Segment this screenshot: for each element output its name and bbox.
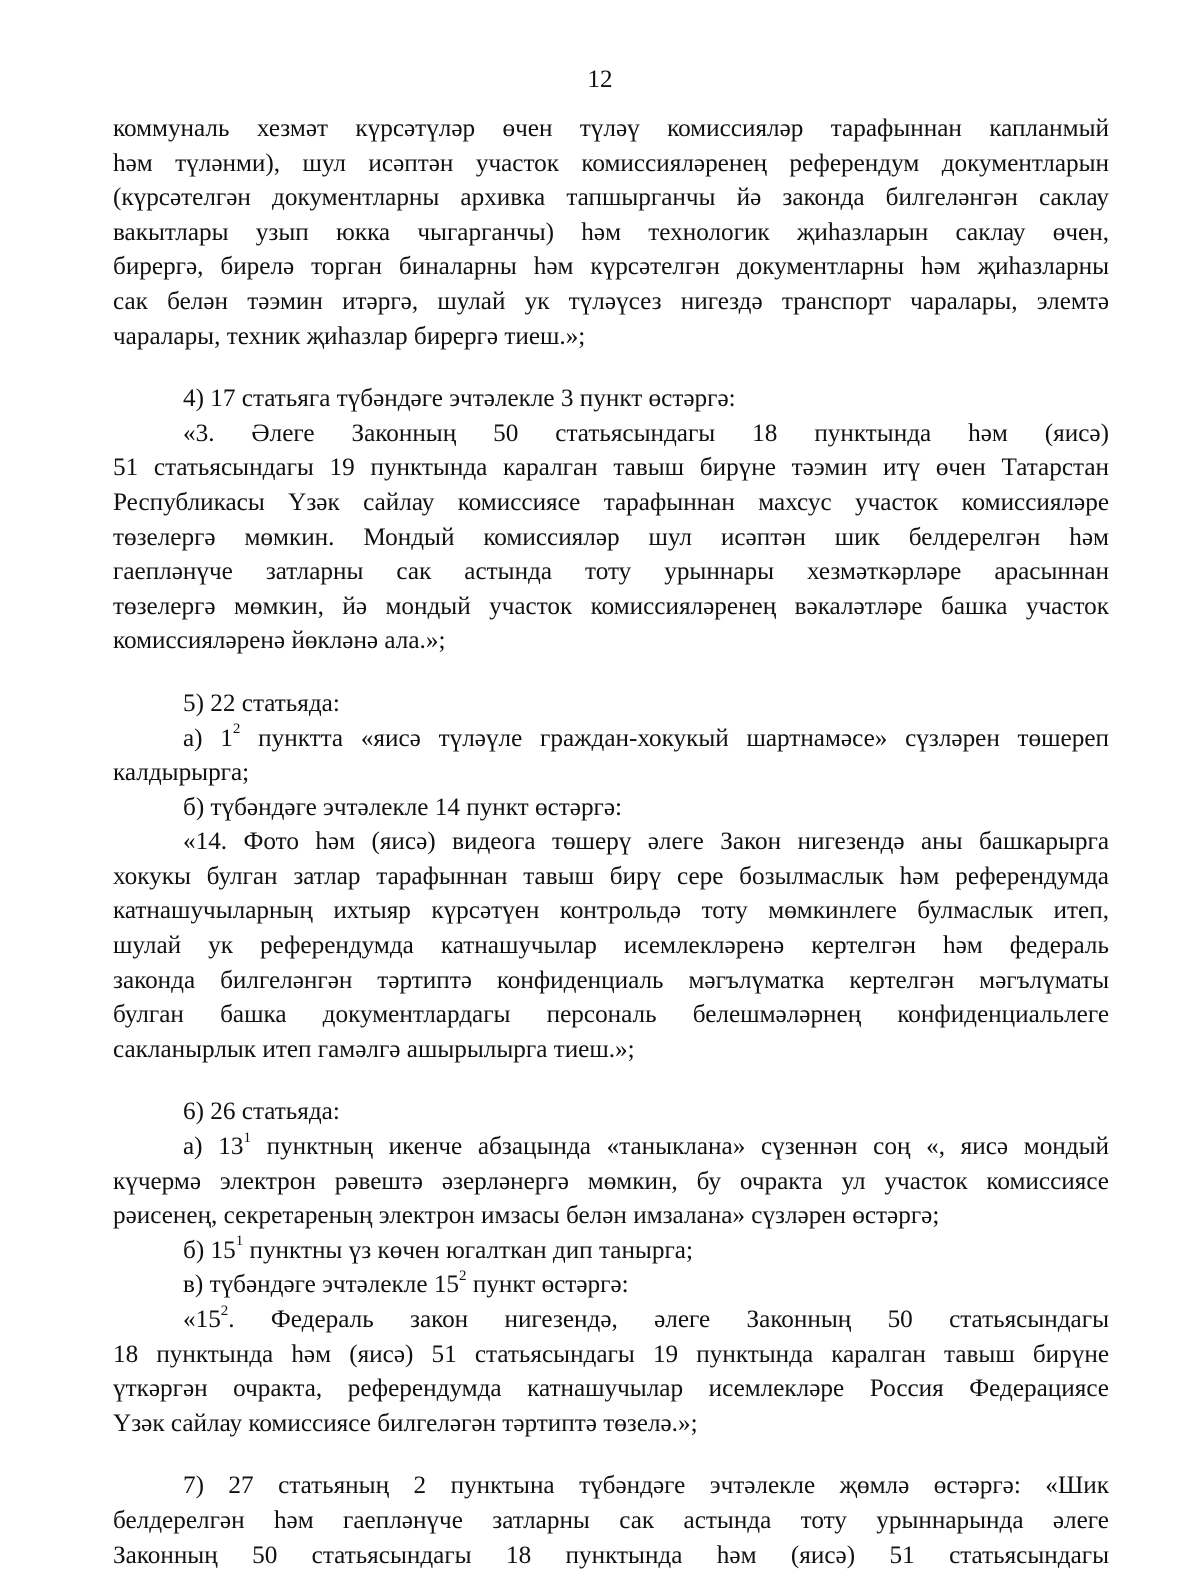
item-heading: 6) 26 статьяда:: [183, 1098, 340, 1126]
text-line: белдерелгән һәм гаепләнүче затларны сак астында тоту урыннарында әлеге: [113, 1506, 1109, 1534]
text-line: (күрсәтелгән документларны архивка тапшырганчы йә законда билгеләнгән саклау: [113, 184, 1109, 212]
text-line: вакытлары узып юкка чыгарганчы) һәм технологик җиһазларын саклау өчен,: [113, 218, 1109, 246]
sub-item-a: а) $1^2$ пунктта «яисә түләүле граждан-хокукый шартнамәсе» сүзләрен төшереп: [183, 721, 1109, 752]
text-line: катнашучыларның ихтыяр күрсәтүен контрольдә тоту мөмкинлеге булмаслык итеп,: [113, 897, 1109, 925]
text-line: «3. Әлеге Законның 50 статьясындагы 18 пунктында һәм (яисә): [183, 419, 1109, 447]
text-line: бирергә, бирелә торган биналарны һәм күрсәтелгән документларны һәм җиһазларны: [113, 253, 1109, 281]
item-7: [113, 1469, 1109, 1573]
item-heading: 4) 17 статьяга түбәндәге эчтәлекле 3 пункт өстәргә:: [183, 385, 736, 413]
text-line: законда билгеләнгән тәртиптә конфиденциаль мәгълүматка кертелгән мәгълүматы: [113, 966, 1109, 994]
text-line: «$15^2$. Федераль закон нигезендә, әлеге Законның 50 статьясындагы: [183, 1302, 1109, 1333]
text-line: булган башка документлардагы персональ белешмәләрнең конфиденциальлеге: [113, 1001, 1109, 1029]
text-line: үткәргән очракта, референдумда катнашучылар исемлекләре Россия Федерациясе: [113, 1375, 1109, 1403]
text-line: коммуналь хезмәт күрсәтүләр өчен түләү комиссияләр тарафыннан капланмый: [113, 115, 1109, 142]
text-line: калдырырга;: [113, 759, 250, 787]
item-heading: 5) 22 статьяда:: [183, 689, 340, 717]
text-line: һәм түләнми), шул исәптән участок комиссияләренең референдум документларын: [113, 149, 1109, 177]
sub-item-b: б) $15^1$ пунктны үз көчен югалткан дип танырга;: [183, 1233, 693, 1264]
text-line: шулай ук референдумда катнашучылар исемлекләренә кертелгән һәм федераль: [113, 932, 1109, 960]
item-5: [113, 687, 1109, 1068]
text-line: сакланырлык итеп гамәлгә ашырылырга тиеш.»;: [113, 1035, 635, 1063]
text-line: төзелергә мөмкин, йә мондый участок комиссияләренең вәкаләтләре башка участок: [113, 592, 1109, 620]
page-number: 12: [587, 66, 613, 93]
text-line: 7) 27 статьяның 2 пунктына түбәндәге эчтәлекле җөмлә өстәргә: «Шик: [183, 1472, 1109, 1500]
text-line: гаепләнүче затларны сак астында тоту урыннары хезмәткәрләре арасыннан: [113, 558, 1109, 586]
sub-item-c: в) түбәндәге эчтәлекле $15^2$ пункт өстәргә:: [183, 1268, 629, 1299]
text-line: Законның 50 статьясындагы 18 пунктында һәм (яисә) 51 статьясындагы: [113, 1541, 1109, 1569]
text-line: чаралары, техник җиһазлар бирергә тиеш.»;: [113, 322, 586, 350]
text-line: Үзәк сайлау комиссиясе билгеләгән тәртиптә төзелә.»;: [113, 1409, 698, 1437]
text-line: комиссияләренә йөкләнә ала.»;: [113, 627, 446, 655]
item-6: [113, 1095, 1109, 1441]
text-line: рәисенең, секретареның электрон имзасы белән имзалана» сүзләрен өстәргә;: [113, 1202, 940, 1230]
item-4: [113, 382, 1109, 659]
sub-item-a: а) $13^1$ пунктның икенче абзацында «таныклана» сүзеннән соң «, яисә мондый: [183, 1129, 1109, 1161]
document-body: [113, 112, 1109, 1573]
text-line: хокукы булган затлар тарафыннан тавыш бирү сере бозылмаслык һәм референдумда: [113, 862, 1109, 890]
text-line: күчермә электрон рәвештә әзерләнергә мөмкин, бу очракта ул участок комиссиясе: [113, 1167, 1109, 1195]
text-line: Республикасы Үзәк сайлау комиссиясе тарафыннан махсус участок комиссияләре: [113, 488, 1109, 516]
text-line: 18 пунктында һәм (яисә) 51 статьясындагы 19 пунктында каралган тавыш бирүне: [113, 1340, 1109, 1368]
sub-item-b: б) түбәндәге эчтәлекле 14 пункт өстәргә:: [183, 793, 623, 821]
paragraph-continuation: [113, 112, 1109, 354]
text-line: 51 статьясындагы 19 пунктында каралган тавыш бирүне тәэмин итү өчен Татарстан: [113, 454, 1109, 482]
text-line: төзелергә мөмкин. Мондый комиссияләр шул исәптән шик белдерелгән һәм: [113, 523, 1109, 551]
text-line: сак белән тәэмин итәргә, шулай ук түләүсез нигездә транспорт чаралары, элемтә: [113, 287, 1109, 315]
text-line: «14. Фото һәм (яисә) видеога төшерү әлеге Закон нигезендә аны башкарырга: [183, 828, 1109, 856]
